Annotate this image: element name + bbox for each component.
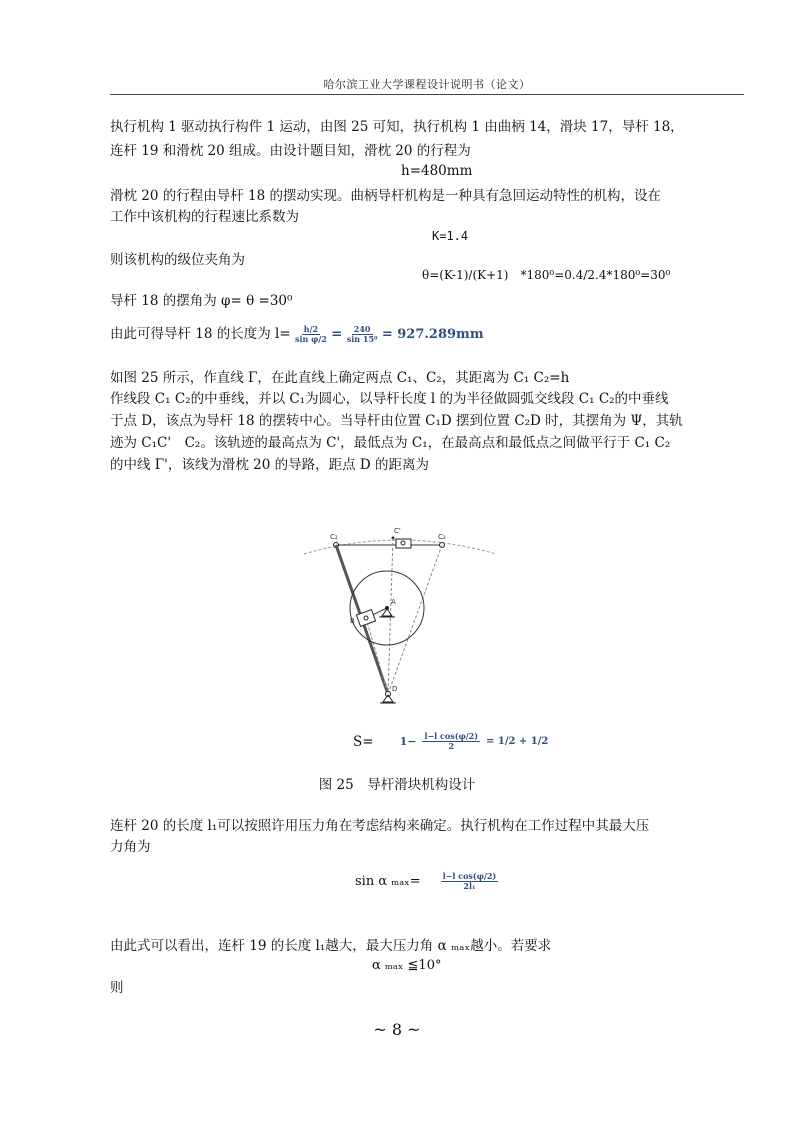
- page-number: ~ 8 ~: [373, 1020, 421, 1039]
- equation-sin-den: 2l₁: [463, 881, 476, 891]
- para6-line5: 的中线 Γ'，该线为滑枕 20 的导路，距点 D 的距离为: [110, 457, 430, 473]
- para6-line4: 迹为 C₁C' C₂。该轨迹的最高点为 C'，最低点为 C₁，在最高点和最低点之间做平行于 C₁ C₂: [110, 435, 671, 451]
- equation-alpha: α ₘₐₓ ≦10°: [372, 958, 442, 973]
- label-c2-left: C₂: [330, 533, 338, 541]
- figure-caption: 图 25 导杆滑块机构设计: [318, 777, 476, 793]
- equation-theta: θ=(K-1)/(K+1) *180⁰=0.4/2.4*180⁰=30⁰: [422, 268, 671, 282]
- equation-sin-fraction: [441, 872, 499, 891]
- equation-h: h=480mm: [401, 163, 473, 179]
- label-a: A: [391, 598, 396, 606]
- dashed-bar-inner: [366, 618, 388, 694]
- equation-s-den: 2: [448, 741, 455, 751]
- fraction-2-num: 240: [353, 324, 371, 334]
- fraction-2-den: sin 15⁰: [346, 334, 378, 344]
- para4: 导杆 18 的摆角为 φ= θ =30⁰: [110, 293, 293, 309]
- equals-sign: =: [331, 326, 343, 342]
- para3: 则该机构的级位夹角为: [110, 252, 245, 268]
- equation-s-prefix: S=: [353, 733, 374, 750]
- para2-line2: 工作中该机构的行程速比系数为: [110, 209, 299, 225]
- equation-k: K=1.4: [432, 229, 469, 243]
- para8: 由此式可以看出，连杆 19 的长度 l₁越大，最大压力角 α ₘₐₓ越小。若要求: [110, 938, 552, 954]
- equation-s-one: 1−: [399, 735, 417, 748]
- mechanism-figure: [300, 520, 500, 720]
- equation-s-rest: = 1/2 + 1/2: [486, 736, 549, 747]
- para2-line1: 滑枕 20 的行程由导杆 18 的摆动实现。曲柄导杆机构是一种具有急回运动特性的机构，设在: [110, 188, 662, 204]
- equation-s: [353, 732, 548, 751]
- equation-sin-num: l−l cos(φ/2): [442, 871, 497, 881]
- para1-line1: 执行机构 1 驱动执行构件 1 运动，由图 25 可知，执行机构 1 由曲柄 14，滑块 17，导杆 18，: [110, 119, 684, 135]
- equation-sin-prefix: sin α ₘₐₓ=: [355, 874, 421, 889]
- dashed-bar-right: [388, 545, 442, 694]
- fraction-1: [295, 325, 327, 344]
- label-b: B: [350, 617, 355, 625]
- para6-line3: 于点 D，该点为导杆 18 的摆转中心。当导杆由位置 C₁D 摆到位置 C₂D 时，其摆角为 Ψ，其轨: [110, 413, 683, 429]
- equation-s-fraction: [422, 732, 480, 751]
- para5-prefix: 由此可得导杆 18 的长度为 l=: [110, 326, 291, 342]
- fraction-1-num: h/2: [303, 324, 319, 334]
- fraction-2: [347, 325, 378, 344]
- para6-line1: 如图 25 所示，作直线 Γ，在此直线上确定两点 C₁、C₂，其距离为 C₁ C₂=h: [110, 370, 570, 386]
- para7-line1: 连杆 20 的长度 l₁可以按照许用压力角在考虑结构来确定。执行机构在工作过程中其最大压: [110, 818, 650, 834]
- para1-line2: 连杆 19 和滑枕 20 组成。由设计题目知，滑枕 20 的行程为: [110, 143, 471, 159]
- equation-s-num: l−l cos(φ/2): [424, 731, 479, 741]
- slider-c-prime: [396, 539, 411, 548]
- fraction-1-den: sin φ/2: [294, 334, 327, 344]
- para7-line2: 力角为: [110, 839, 151, 855]
- para9: 则: [110, 980, 124, 996]
- page-header: 哈尔滨工业大学课程设计说明书（论文）: [323, 78, 531, 91]
- length-result: = 927.289mm: [381, 327, 484, 342]
- para5: [110, 324, 484, 345]
- label-c2-right: C₂: [438, 533, 446, 541]
- header-rule: [110, 94, 744, 95]
- para6-line2: 作线段 C₁ C₂的中垂线，并以 C₁为圆心，以导杆长度 l 的为半径做圆弧交线段 C₁ C₂的中垂线: [110, 391, 669, 407]
- equation-sin: [355, 872, 498, 891]
- label-c-prime: C': [394, 527, 401, 535]
- label-d: D: [392, 685, 398, 693]
